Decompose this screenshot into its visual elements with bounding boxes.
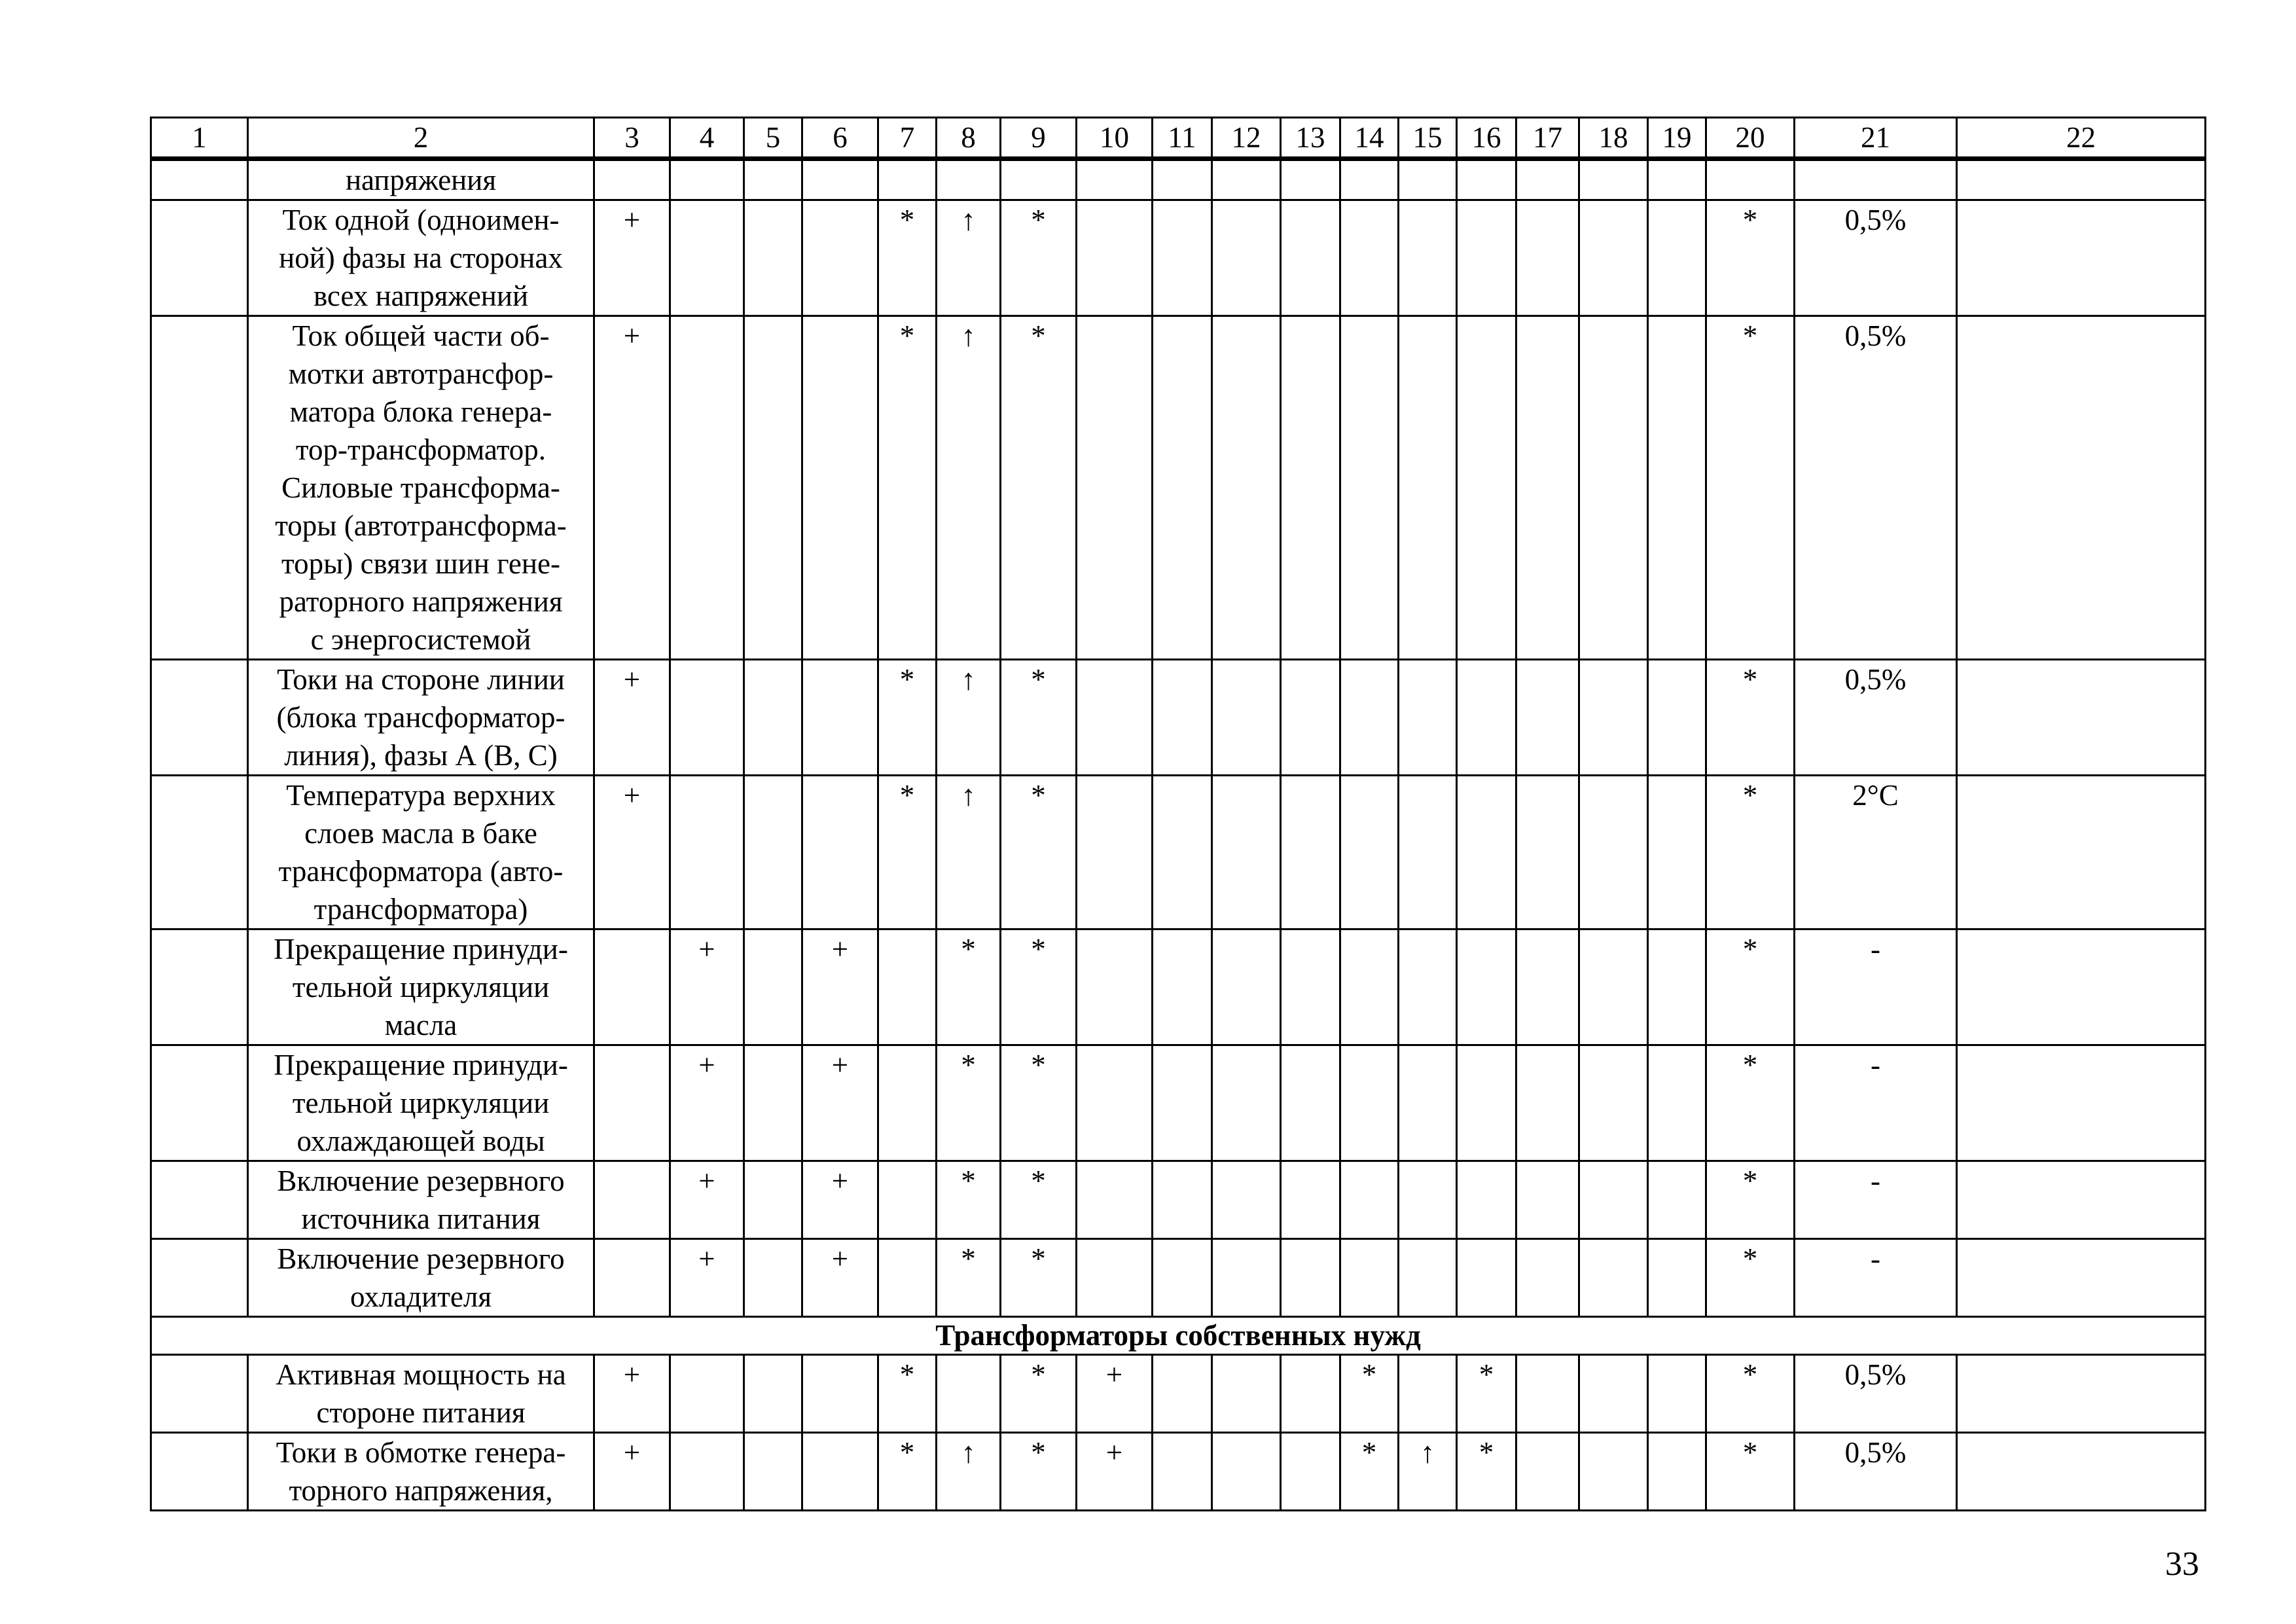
table-cell: *: [1001, 1161, 1077, 1239]
table-cell: *: [937, 1239, 1001, 1317]
table-cell: [1957, 1433, 2206, 1511]
table-cell: [1153, 1433, 1212, 1511]
table-cell: ↑: [937, 1433, 1001, 1511]
table-cell: *: [878, 1355, 937, 1433]
table-cell: *: [1001, 316, 1077, 660]
parameter-cell: Прекращение принуди- тельной циркуляции масла: [248, 929, 594, 1045]
table-cell: +: [594, 776, 670, 929]
table-cell: [1516, 776, 1579, 929]
table-cell: [1579, 1161, 1648, 1239]
table-row: [151, 660, 2206, 776]
parameter-cell: Включение резервного охладителя: [248, 1239, 594, 1317]
table-cell: [1281, 929, 1340, 1045]
parameter-cell: Токи в обмотке генера- торного напряжения,: [248, 1433, 594, 1511]
table-cell: *: [1457, 1433, 1516, 1511]
table-cell: +: [594, 1355, 670, 1433]
column-header: 9: [1001, 118, 1077, 159]
table-cell: *: [1706, 1355, 1795, 1433]
table-cell: ↑: [937, 200, 1001, 316]
column-header: 10: [1077, 118, 1153, 159]
table-cell: [151, 200, 248, 316]
table-cell: [1957, 1161, 2206, 1239]
table-cell: [1579, 776, 1648, 929]
table-cell: [1457, 200, 1516, 316]
table-cell: 0,5%: [1795, 200, 1957, 316]
table-cell: [1399, 159, 1457, 200]
table-cell: [594, 1045, 670, 1161]
table-cell: ↑: [937, 316, 1001, 660]
table-cell: [1212, 1045, 1281, 1161]
table-cell: +: [1077, 1355, 1153, 1433]
table-cell: [1077, 200, 1153, 316]
table-cell: [744, 1161, 802, 1239]
column-header: 2: [248, 118, 594, 159]
column-header: 13: [1281, 118, 1340, 159]
table-cell: ↑: [937, 776, 1001, 929]
table-cell: [594, 929, 670, 1045]
table-cell: [1399, 200, 1457, 316]
table-row: [151, 316, 2206, 660]
table-cell: [1281, 776, 1340, 929]
table-cell: [1340, 316, 1399, 660]
table-cell: *: [1001, 660, 1077, 776]
table-cell: [1340, 1239, 1399, 1317]
table-cell: [1706, 159, 1795, 200]
table-row: [151, 1239, 2206, 1317]
table-cell: ↑: [937, 660, 1001, 776]
table-cell: [1340, 1045, 1399, 1161]
table-cell: [1281, 1355, 1340, 1433]
table-cell: [1399, 1045, 1457, 1161]
table-cell: *: [1340, 1433, 1399, 1511]
column-header: 14: [1340, 118, 1399, 159]
column-header: 5: [744, 118, 802, 159]
table-row: [151, 776, 2206, 929]
table-cell: [1281, 316, 1340, 660]
table-cell: +: [594, 316, 670, 660]
table-cell: [1077, 1239, 1153, 1317]
table-cell: [1648, 776, 1706, 929]
table-cell: [1399, 1239, 1457, 1317]
table-cell: [1648, 929, 1706, 1045]
table-cell: [151, 776, 248, 929]
table-cell: +: [594, 200, 670, 316]
table-cell: [1795, 159, 1957, 200]
table-cell: [1579, 200, 1648, 316]
table-cell: -: [1795, 1045, 1957, 1161]
table-cell: [670, 660, 744, 776]
table-cell: [1153, 776, 1212, 929]
column-header: 18: [1579, 118, 1648, 159]
table-cell: [594, 159, 670, 200]
table-cell: [744, 1355, 802, 1433]
table-cell: [878, 1161, 937, 1239]
column-header: 7: [878, 118, 937, 159]
table-cell: [1648, 1239, 1706, 1317]
table-cell: [1457, 1045, 1516, 1161]
table-cell: [1579, 1045, 1648, 1161]
table-cell: [1153, 200, 1212, 316]
table-cell: [1516, 1239, 1579, 1317]
table-cell: [744, 1433, 802, 1511]
table-cell: [1957, 159, 2206, 200]
table-cell: [1212, 660, 1281, 776]
parameter-cell: Ток общей части об- мотки автотрансфор- матора блока генера- тор-трансформатор. Силовые трансформа- торы (автотрансформа- торы) связи шин гене- раторного напряжения с энергосистемой: [248, 316, 594, 660]
table-cell: -: [1795, 1239, 1957, 1317]
table-cell: [1516, 316, 1579, 660]
table-cell: 2°С: [1795, 776, 1957, 929]
table-cell: [1579, 660, 1648, 776]
data-table: [150, 117, 2206, 1511]
table-cell: [1077, 776, 1153, 929]
table-cell: [1457, 316, 1516, 660]
table-cell: -: [1795, 1161, 1957, 1239]
table-row: [151, 200, 2206, 316]
table-cell: [802, 200, 878, 316]
table-cell: -: [1795, 929, 1957, 1045]
table-cell: [1077, 159, 1153, 200]
table-cell: *: [1001, 1433, 1077, 1511]
table-cell: [670, 159, 744, 200]
table-row: [151, 1355, 2206, 1433]
table-cell: [670, 1433, 744, 1511]
table-cell: [1648, 1045, 1706, 1161]
table-cell: [1516, 1355, 1579, 1433]
table-cell: [1281, 1239, 1340, 1317]
table-cell: *: [1706, 200, 1795, 316]
table-cell: [1957, 316, 2206, 660]
table-cell: [1212, 1239, 1281, 1317]
table-cell: [1340, 660, 1399, 776]
table-cell: [1457, 660, 1516, 776]
table-cell: [1212, 776, 1281, 929]
table-cell: [1340, 159, 1399, 200]
table-cell: ↑: [1399, 1433, 1457, 1511]
parameter-cell: Активная мощность на стороне питания: [248, 1355, 594, 1433]
table-cell: [1077, 1161, 1153, 1239]
table-cell: *: [1001, 1239, 1077, 1317]
table-cell: [1648, 1161, 1706, 1239]
table-cell: [1281, 159, 1340, 200]
table-cell: [1957, 200, 2206, 316]
table-cell: [802, 159, 878, 200]
header-row: [151, 118, 2206, 159]
table-cell: [1516, 1433, 1579, 1511]
table-cell: [151, 660, 248, 776]
table-cell: [1153, 929, 1212, 1045]
table-cell: +: [670, 1045, 744, 1161]
table-cell: [1516, 929, 1579, 1045]
page-number: 33: [2165, 1545, 2199, 1583]
table-row: [151, 159, 2206, 200]
table-cell: *: [1001, 1355, 1077, 1433]
table-cell: [1153, 660, 1212, 776]
table-cell: [1457, 1161, 1516, 1239]
table-cell: [878, 929, 937, 1045]
table-cell: [1579, 159, 1648, 200]
table-cell: [1957, 1045, 2206, 1161]
table-cell: [1399, 660, 1457, 776]
table-cell: 0,5%: [1795, 1355, 1957, 1433]
table-cell: [937, 159, 1001, 200]
table-cell: [1212, 316, 1281, 660]
table-cell: *: [1001, 200, 1077, 316]
table-cell: [670, 200, 744, 316]
column-header: 21: [1795, 118, 1957, 159]
table-cell: [1153, 1161, 1212, 1239]
table-cell: *: [937, 1161, 1001, 1239]
table-cell: *: [1706, 929, 1795, 1045]
table-cell: [1399, 316, 1457, 660]
table-cell: [1212, 1355, 1281, 1433]
table-cell: [744, 1239, 802, 1317]
table-cell: [1399, 1161, 1457, 1239]
table-cell: [937, 1355, 1001, 1433]
column-header: 22: [1957, 118, 2206, 159]
table-cell: [1340, 1161, 1399, 1239]
table-cell: *: [1706, 1045, 1795, 1161]
table-cell: [151, 1433, 248, 1511]
table-cell: *: [1706, 1161, 1795, 1239]
table-cell: [151, 1045, 248, 1161]
table-cell: [1957, 660, 2206, 776]
table-cell: [1340, 929, 1399, 1045]
table-cell: +: [802, 1045, 878, 1161]
table-cell: [594, 1161, 670, 1239]
table-cell: *: [878, 1433, 937, 1511]
table-cell: [1281, 1045, 1340, 1161]
table-cell: [151, 1161, 248, 1239]
table-cell: [1516, 660, 1579, 776]
table-cell: +: [802, 1161, 878, 1239]
table-cell: [1212, 1433, 1281, 1511]
table-cell: [1579, 929, 1648, 1045]
table-cell: [1281, 1433, 1340, 1511]
table-cell: [1516, 1045, 1579, 1161]
table-cell: [1281, 1161, 1340, 1239]
table-cell: [1579, 1239, 1648, 1317]
table-cell: [670, 316, 744, 660]
table-cell: [151, 159, 248, 200]
table-cell: [1077, 929, 1153, 1045]
table-cell: 0,5%: [1795, 660, 1957, 776]
table-cell: [670, 1355, 744, 1433]
table-cell: [1457, 1239, 1516, 1317]
parameter-cell: Прекращение принуди- тельной циркуляции охлаждающей воды: [248, 1045, 594, 1161]
table-cell: +: [802, 1239, 878, 1317]
table-cell: [744, 929, 802, 1045]
table-cell: [1153, 1045, 1212, 1161]
column-header: 8: [937, 118, 1001, 159]
column-header: 19: [1648, 118, 1706, 159]
table-row: [151, 1045, 2206, 1161]
table-cell: [1399, 929, 1457, 1045]
table-cell: [744, 660, 802, 776]
column-header: 20: [1706, 118, 1795, 159]
table-cell: *: [878, 660, 937, 776]
table-row: [151, 1161, 2206, 1239]
column-header: 1: [151, 118, 248, 159]
table-cell: *: [1001, 929, 1077, 1045]
table-cell: [1281, 660, 1340, 776]
table-row: [151, 929, 2206, 1045]
table-cell: *: [1001, 776, 1077, 929]
parameter-cell: Ток одной (одноимен- ной) фазы на сторонах всех напряжений: [248, 200, 594, 316]
table-cell: *: [937, 1045, 1001, 1161]
table-cell: [1579, 1433, 1648, 1511]
table-cell: *: [878, 776, 937, 929]
table-cell: [1457, 776, 1516, 929]
table-cell: [802, 776, 878, 929]
table-cell: +: [670, 1161, 744, 1239]
table-cell: *: [1706, 660, 1795, 776]
table-cell: *: [1457, 1355, 1516, 1433]
table-cell: [802, 1355, 878, 1433]
table-cell: [1648, 200, 1706, 316]
column-header: 6: [802, 118, 878, 159]
table-cell: [878, 1045, 937, 1161]
column-header: 12: [1212, 118, 1281, 159]
table-cell: [744, 1045, 802, 1161]
table-cell: [1648, 159, 1706, 200]
table-cell: [1579, 316, 1648, 660]
table-cell: [1957, 929, 2206, 1045]
table-cell: [1457, 929, 1516, 1045]
table-cell: [1648, 1355, 1706, 1433]
table-cell: *: [1706, 1433, 1795, 1511]
table-cell: 0,5%: [1795, 1433, 1957, 1511]
table-cell: [1648, 316, 1706, 660]
table-cell: [1957, 1239, 2206, 1317]
table-cell: +: [594, 660, 670, 776]
table-cell: *: [878, 200, 937, 316]
table-row: [151, 1433, 2206, 1511]
table-cell: [1153, 159, 1212, 200]
table-cell: [1399, 776, 1457, 929]
table-cell: [1153, 316, 1212, 660]
table-cell: [802, 1433, 878, 1511]
table-cell: *: [1706, 316, 1795, 660]
table-cell: [151, 316, 248, 660]
table-cell: [151, 929, 248, 1045]
table-cell: [1516, 200, 1579, 316]
table-cell: [1516, 1161, 1579, 1239]
table-cell: [1399, 1355, 1457, 1433]
parameter-cell: Включение резервного источника питания: [248, 1161, 594, 1239]
table-cell: +: [594, 1433, 670, 1511]
table-cell: [1957, 1355, 2206, 1433]
table-cell: +: [670, 1239, 744, 1317]
table-cell: [1212, 929, 1281, 1045]
section-row: [151, 1317, 2206, 1355]
column-header: 11: [1153, 118, 1212, 159]
column-header: 16: [1457, 118, 1516, 159]
parameter-cell: напряжения: [248, 159, 594, 200]
table-cell: [1212, 200, 1281, 316]
table-cell: [1212, 159, 1281, 200]
table-cell: [744, 776, 802, 929]
column-header: 4: [670, 118, 744, 159]
table-cell: [1340, 200, 1399, 316]
table-cell: *: [937, 929, 1001, 1045]
table-cell: +: [802, 929, 878, 1045]
table-cell: +: [1077, 1433, 1153, 1511]
table-cell: [1957, 776, 2206, 929]
table-cell: [744, 316, 802, 660]
table-cell: [802, 660, 878, 776]
table-cell: [1153, 1239, 1212, 1317]
parameter-cell: Токи на стороне линии (блока трансформатор- линия), фазы А (В, С): [248, 660, 594, 776]
section-title: Трансформаторы собственных нужд: [151, 1317, 2206, 1355]
table-cell: [1648, 660, 1706, 776]
table-cell: [1579, 1355, 1648, 1433]
table-cell: [744, 159, 802, 200]
table-cell: [1281, 200, 1340, 316]
table-cell: *: [1706, 1239, 1795, 1317]
table-cell: [1077, 1045, 1153, 1161]
table-cell: [878, 159, 937, 200]
table-cell: [1648, 1433, 1706, 1511]
table-cell: [1457, 159, 1516, 200]
table-cell: *: [1001, 1045, 1077, 1161]
table-cell: [1077, 660, 1153, 776]
table-cell: [1153, 1355, 1212, 1433]
table-cell: [151, 1355, 248, 1433]
table-cell: [594, 1239, 670, 1317]
table-cell: [151, 1239, 248, 1317]
column-header: 17: [1516, 118, 1579, 159]
table-cell: [1516, 159, 1579, 200]
column-header: 3: [594, 118, 670, 159]
table-cell: [1340, 776, 1399, 929]
table-cell: [670, 776, 744, 929]
table-cell: 0,5%: [1795, 316, 1957, 660]
column-header: 15: [1399, 118, 1457, 159]
table-cell: *: [1340, 1355, 1399, 1433]
table-cell: [744, 200, 802, 316]
table-cell: [1001, 159, 1077, 200]
table-cell: [802, 316, 878, 660]
table-cell: +: [670, 929, 744, 1045]
table-cell: *: [1706, 776, 1795, 929]
table-cell: [878, 1239, 937, 1317]
parameter-cell: Температура верхних слоев масла в баке трансформатора (авто- трансформатора): [248, 776, 594, 929]
table-cell: [1212, 1161, 1281, 1239]
table-cell: *: [878, 316, 937, 660]
table-cell: [1077, 316, 1153, 660]
